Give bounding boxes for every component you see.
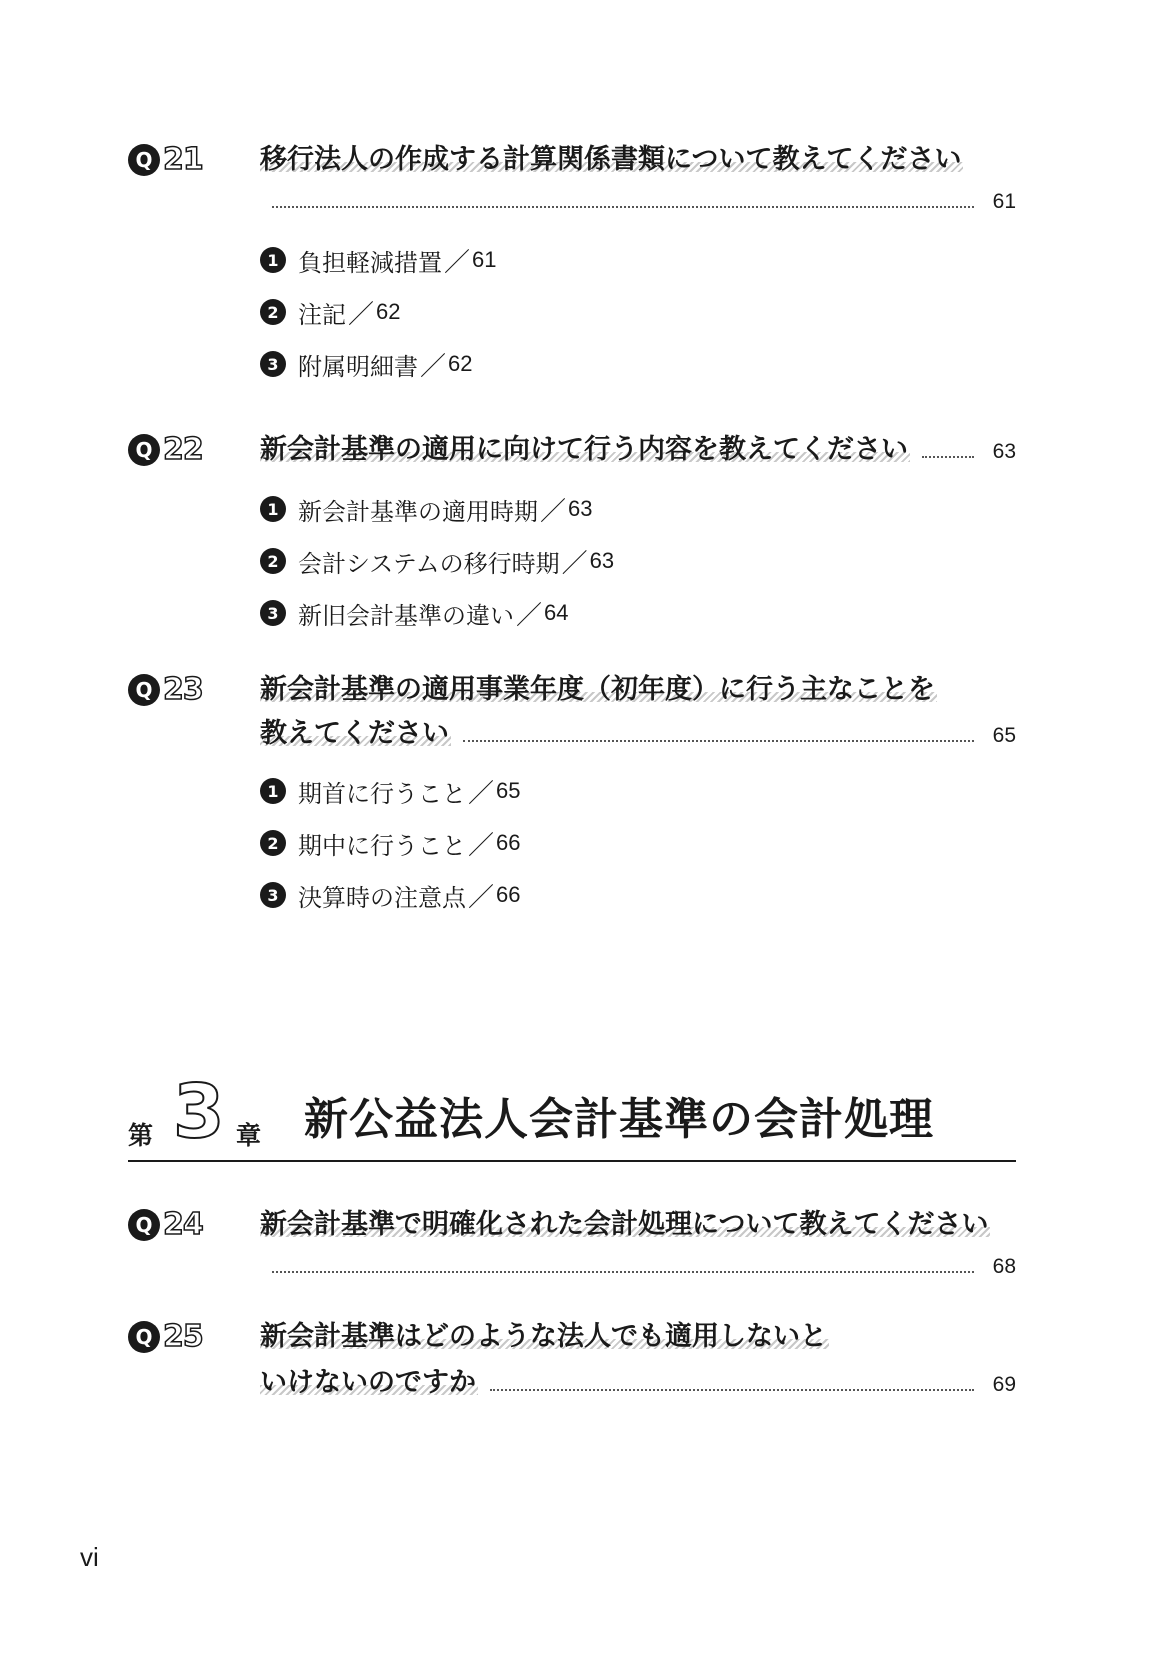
page-number: 69 [992,1373,1016,1396]
page-number: 63 [992,440,1016,463]
question-title: 新会計基準の適用に向けて行う内容を教えてください [260,434,908,465]
number-circle-icon: 1 [260,778,286,804]
number-circle-icon: 2 [260,548,286,574]
q-icon: Q [128,674,160,706]
number-circle-icon: 3 [260,351,286,377]
question-number: 22 [163,432,203,467]
question-number: 25 [163,1319,203,1354]
question-badge [128,434,203,466]
number-circle-icon: 2 [260,299,286,325]
sub-item: 2 注記 ／ 62 [260,295,401,329]
sub-item: 3 決算時の注意点 ／ 66 [260,878,521,912]
question-badge [128,674,203,706]
page-number: 65 [992,724,1016,747]
number-circle-icon: 1 [260,496,286,522]
question-badge [128,1321,203,1353]
question-badge [128,144,203,176]
number-circle-icon: 2 [260,830,286,856]
leader-line [260,1363,1016,1405]
question-number: 21 [163,142,203,177]
question-title: 新会計基準の適用事業年度（初年度）に行う主なことを [260,674,935,705]
question-title: 新会計基準で明確化された会計処理について教えてください [260,1209,989,1240]
number-circle-icon: 1 [260,247,286,273]
sub-item: 1 新会計基準の適用時期 ／ 63 [260,492,593,526]
leader-line [260,430,1016,472]
leader-line [260,182,1016,222]
question-title-line2: いけないのですか [260,1367,476,1398]
question-title: 新会計基準はどのような法人でも適用しないと [260,1321,827,1352]
chapter-title: 新公益法人会計基準の会計処理 [304,1094,934,1145]
leader-line [260,714,1016,756]
leader-dots [922,456,974,458]
sub-item: 1 期首に行うこと ／ 65 [260,774,521,808]
chapter-prefix: 第 [128,1121,154,1150]
page-number: 61 [992,190,1016,213]
number-circle-icon: 3 [260,882,286,908]
q-icon: Q [128,1321,160,1353]
page-number: 68 [992,1255,1016,1278]
question-title-line2: 教えてください [260,718,449,749]
leader-dots [463,740,974,742]
chapter-heading [128,1069,1016,1162]
sub-item: 3 附属明細書 ／ 62 [260,347,473,381]
question-title: 移行法人の作成する計算関係書類について教えてください [260,144,962,175]
sub-item: 2 期中に行うこと ／ 66 [260,826,521,860]
q-icon: Q [128,434,160,466]
q-icon: Q [128,144,160,176]
chapter-suffix: 章 [236,1121,262,1150]
q-icon: Q [128,1209,160,1241]
question-badge [128,1209,203,1241]
chapter-number: 3 [173,1069,225,1155]
question-number: 24 [163,1207,203,1242]
leader-line [260,1247,1016,1287]
leader-dots [490,1389,974,1391]
footer-page-number: vi [80,1542,99,1572]
sub-item: 3 新旧会計基準の違い ／ 64 [260,596,569,630]
number-circle-icon: 3 [260,600,286,626]
sub-item: 2 会計システムの移行時期 ／ 63 [260,544,614,578]
sub-item: 1 負担軽減措置 ／ 61 [260,243,497,277]
leader-dots [272,206,974,208]
leader-dots [272,1271,974,1273]
question-number: 23 [163,672,203,707]
